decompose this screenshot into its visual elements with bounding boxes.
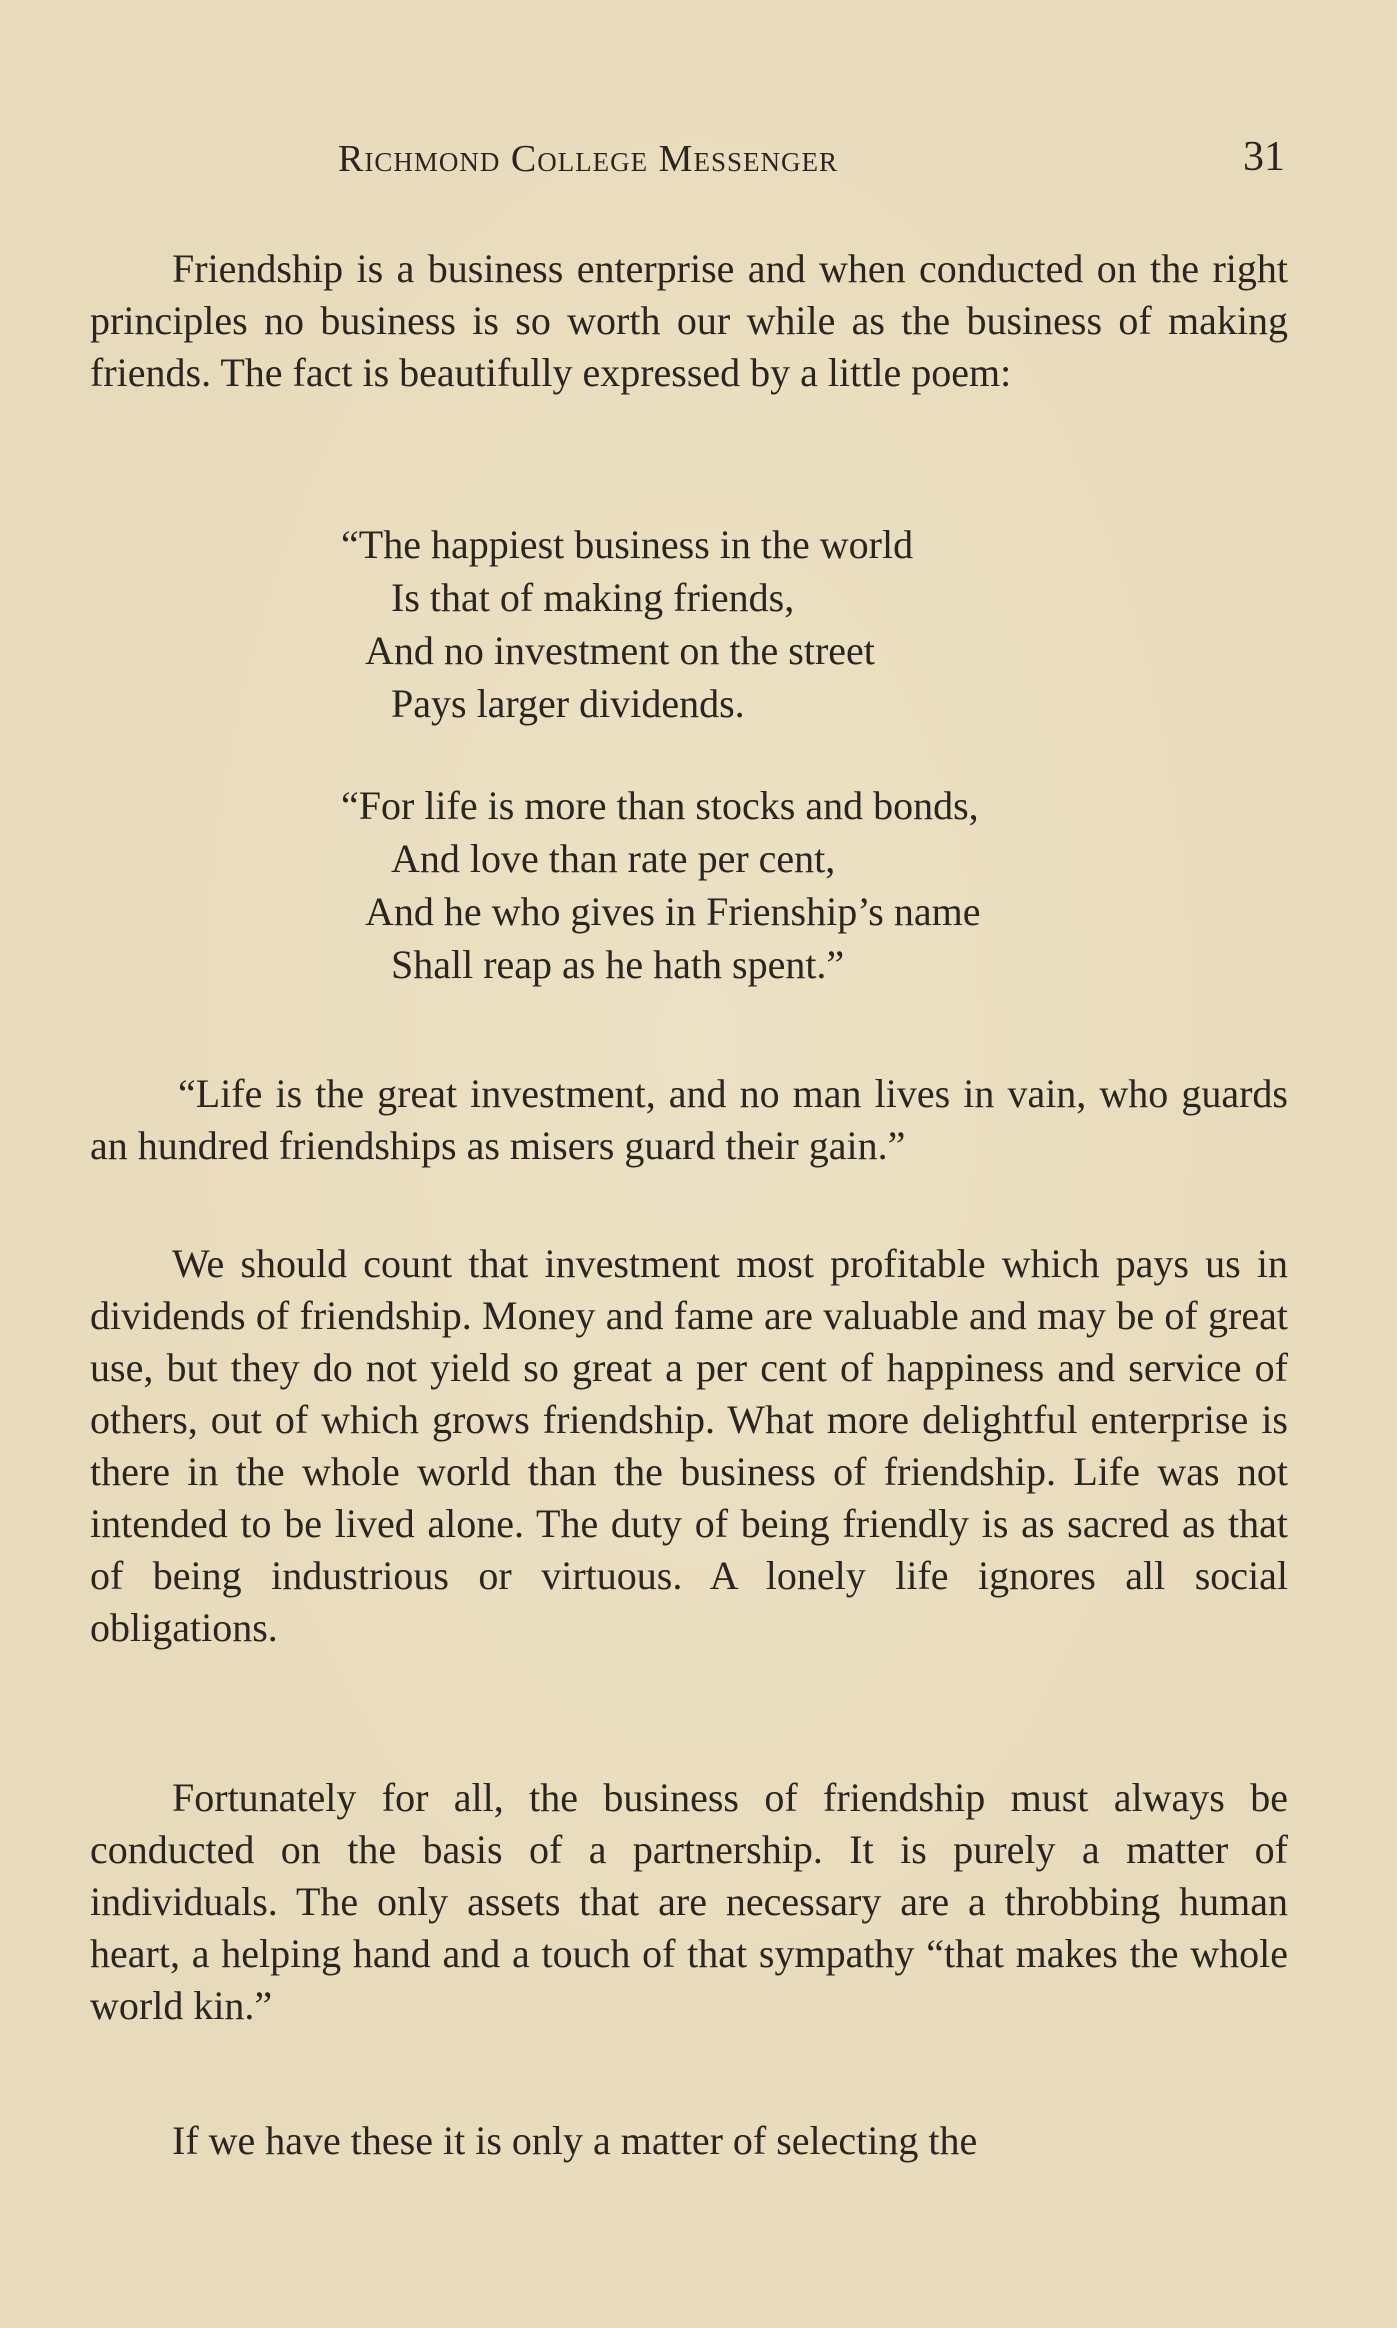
poem-line: Is that of making friends, — [391, 575, 795, 620]
page-header — [0, 134, 1397, 187]
poem-line: And no investment on the street — [365, 628, 875, 673]
poem-line: Pays larger dividends. — [391, 681, 745, 726]
paragraph-investment: We should count that investment most profitable which pays us in dividends of friendship. Money and fame are valuable and may be of great use, but they do not yield so great a per cent of happiness and service of others, out of which grows friendship. What more delightful enterprise is there in the whole world than the business of friendship. Life was not intended to be lived alone. The duty of being friendly is as sacred as that of being industrious or virtuous. A lonely life ignores all social obligations. — [90, 1241, 1288, 1650]
poem-line: And love than rate per cent, — [391, 836, 836, 881]
paragraph-intro: Friendship is a business enterprise and when conducted on the right principles no business is so worth our while as the business of making friends. The fact is beautifully expressed by a little poem: — [90, 246, 1288, 395]
poem-line: “For life is more than stocks and bonds, — [341, 783, 979, 828]
poem-line: Shall reap as he hath spent.” — [391, 942, 845, 987]
paragraph-selecting: If we have these it is only a matter of selecting the — [172, 2118, 978, 2163]
poem-line: “The happiest business in the world — [341, 522, 914, 567]
paragraph-quote: “Life is the great investment, and no man lives in vain, who guards an hundred friendships as misers guard their gain.” — [90, 1071, 1288, 1168]
poem-line: And he who gives in Frienship’s name — [365, 889, 981, 934]
page-number: 31 — [1243, 134, 1285, 180]
running-title: Richmond College Messenger — [338, 138, 838, 180]
paragraph-partnership: Fortunately for all, the business of friendship must always be conducted on the basis of a partnership. It is purely a matter of individuals. The only assets that are necessary are a throbbing human heart, a helping hand and a touch of that sympathy “that makes the whole world kin.” — [90, 1775, 1288, 2028]
